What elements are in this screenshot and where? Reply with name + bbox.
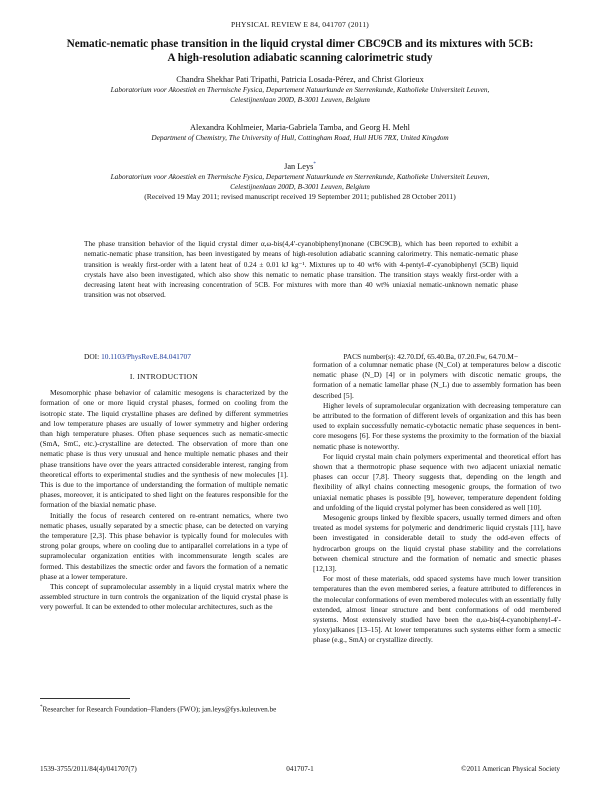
affiliation: Laboratorium voor Akoestiek en Thermische Fysica, Departement Natuurkunde en Sterrenkunde, Katholieke Universiteit Leuven,: [110, 171, 490, 181]
authors: Alexandra Kohlmeier, Maria-Gabriela Tamba, and Georg H. Mehl: [190, 123, 410, 132]
author-group-3: [40, 160, 560, 203]
abstract: The phase transition behavior of the liquid crystal dimer α,ω-bis(4,4′-cyanobiphenyl)nonane (CBC9CB), which has been reported to exhibit a nematic-nematic phase transition, has been investigated by means of high-resolution adiabatic scanning calorimetry. This nematic-nematic phase transition is weakly first-order with a latent heat of 0.24 ± 0.01 kJ kg⁻¹. Mixtures up to 40 wt% with 4-pentyl-4′-cyanobiphenyl (5CB) liquid crystals have also been investigated, which also show this nematic to nematic phase transition. The transition stays weakly first-order with a decreasing latent heat with increasing concentration of 5CB. For mixtures with more than 40 wt% uniaxial nematic-unknown nematic phase transition was not observed.: [84, 239, 518, 300]
doi-link[interactable]: 10.1103/PhysRevE.84.041707: [101, 352, 191, 361]
footnote-divider: [40, 698, 130, 699]
footnote-text: Researcher for Research Foundation–Flanders (FWO); jan.leys@fys.kuleuven.be: [42, 705, 277, 714]
paragraph: Mesogenic groups linked by flexible spacers, usually termed dimers and often treated as model systems for polymeric and dendrimeric liquid crystals [11], have been investigated in considerable detail to study the odd-even effects of hydrocarbon groups on the liquid crystal phase stability and the correlations between chemical structure and the formation of nematic and smectic phases [12,13].: [313, 513, 561, 574]
paragraph: Mesomorphic phase behavior of calamitic mesogens is characterized by the formation of one or more liquid crystal phases, formed on cooling from the isotropic state. The liquid crystalline phases are defined by different symmetries and low temperature phases are usually of lower symmetry and higher ordering than high temperature phases. Often phase sequences such as nematic-smectic (SmA, SmC, etc.)-crystalline are detected. The observation of more than one nematic phase is thus very unusual and hence multiple nematic phases and their phase transitions have over the years attracted considerable interest, ranging from theoretical efforts to experimental studies and the synthesis of new molecules [1]. This is due to the importance of understanding the formation of multiple nematic phases, moreover, it is anticipated to shed light on the features responsible for the formation of the biaxial nematic phase.: [40, 388, 288, 510]
paragraph: For most of these materials, odd spaced systems have much lower transition temperatures than the even membered series, a feature attributed to differences in the molecular conformations of even membered molecules with an essentially fully extended, almost linear structure and bent conformations of odd membered systems. Most extensively studied have been the α,ω-bis(4-cyanobiphenyl-4′-yloxy)alkanes [13–15]. At lower temperatures such systems either form a smectic phase (e.g., SmA) or crystallize directly.: [313, 574, 561, 645]
footer-issn: 1539-3755/2011/84(4)/041707(7): [40, 765, 137, 773]
journal-header: PHYSICAL REVIEW E 84, 041707 (2011): [231, 20, 369, 29]
authors: [40, 160, 560, 172]
affiliation: Laboratorium voor Akoestiek en Thermische Fysica, Departement Natuurkunde en Sterrenkunde, Katholieke Universiteit Leuven,: [110, 85, 490, 95]
page-footer: [40, 765, 560, 773]
section-heading: I. INTRODUCTION: [129, 372, 199, 381]
paragraph: This concept of supramolecular assembly in a liquid crystal matrix where the assembled structure in turn controls the organization of the liquid crystal phase is very powerful. It can be extended to other molecular architectures, such as the: [40, 582, 288, 612]
author-footnote-mark[interactable]: *: [313, 162, 316, 167]
copyright: ©2011 American Physical Society: [461, 765, 560, 773]
affiliation: Department of Chemistry, The University of Hull, Cottingham Road, Hull HU6 7RX, United Kingdom: [151, 133, 449, 143]
footnote: [40, 703, 288, 714]
author-group-2: [40, 123, 560, 143]
footnote-mark: *: [40, 705, 43, 710]
paragraph: For liquid crystal main chain polymers experimental and theoretical effort has shown that a thermotropic phase sequence with two adjacent uniaxial nematic phases can occur [7,8]. Theory suggests that, depending on the length and flexibility of alkyl chains connecting mesogenic groups, the formation of two uniaxial nematic phases is possible [9], however, temperature dependent folding and unfolding of the liquid crystal polymer has been considered as well [10].: [313, 451, 561, 512]
title-line-1: Nematic-nematic phase transition in the liquid crystal dimer CBC9CB and its mixtures with 5CB:: [66, 38, 534, 50]
right-column: [313, 360, 561, 646]
doi-label: DOI:: [84, 352, 100, 361]
paper-title: [40, 38, 560, 65]
authors: Chandra Shekhar Pati Tripathi, Patricia Losada-Pérez, and Christ Glorieux: [176, 75, 424, 84]
left-column: [40, 360, 288, 613]
affiliation: Celestijnenlaan 200D, B-3001 Leuven, Belgium: [230, 95, 370, 105]
pacs-numbers: PACS number(s): 42.70.Df, 65.40.Ba, 07.20.Fw, 64.70.M−: [343, 352, 518, 361]
author-group-1: [40, 75, 560, 106]
paragraph: Higher levels of supramolecular organization with decreasing temperature can be attributed to the formation of different levels of organization and this has been used to explain successfully nematic-cybotactic nematic phase sequences in bent-core mesogens [6]. For these systems the proximity to the formation of the biaxial nematic phase is noteworthy.: [313, 400, 561, 451]
affiliation: Celestijnenlaan 200D, B-3001 Leuven, Belgium: [230, 182, 370, 192]
paragraph: Initially the focus of research centered on re-entrant nematics, where two nematic phases, usually separated by a smectic phase, can be detected on varying the temperature [2,3]. This phase behavior is typically found for molecules with strong polar groups, where on cooling due to antiparallel correlations in a type of supramolecular organization entities with incommensurate length scales are formed. This destabilizes the smectic order and favors the formation of a nematic phase at a lower temperature.: [40, 510, 288, 581]
received-dates: (Received 19 May 2011; revised manuscript received 19 September 2011; published 28 October 2011): [144, 192, 456, 202]
title-line-2: A high-resolution adiabatic scanning calorimetric study: [167, 51, 433, 64]
page-number: 041707-1: [286, 765, 314, 773]
author-name: Jan Leys: [284, 161, 314, 171]
paragraph: formation of a columnar nematic phase (N_Col) at temperatures below a discotic nematic phase (N_D) [4] or in polymers with discotic nematic groups, the formation of a nematic lamellar phase (N_L) due to assembly formation has been described [5].: [313, 360, 561, 400]
